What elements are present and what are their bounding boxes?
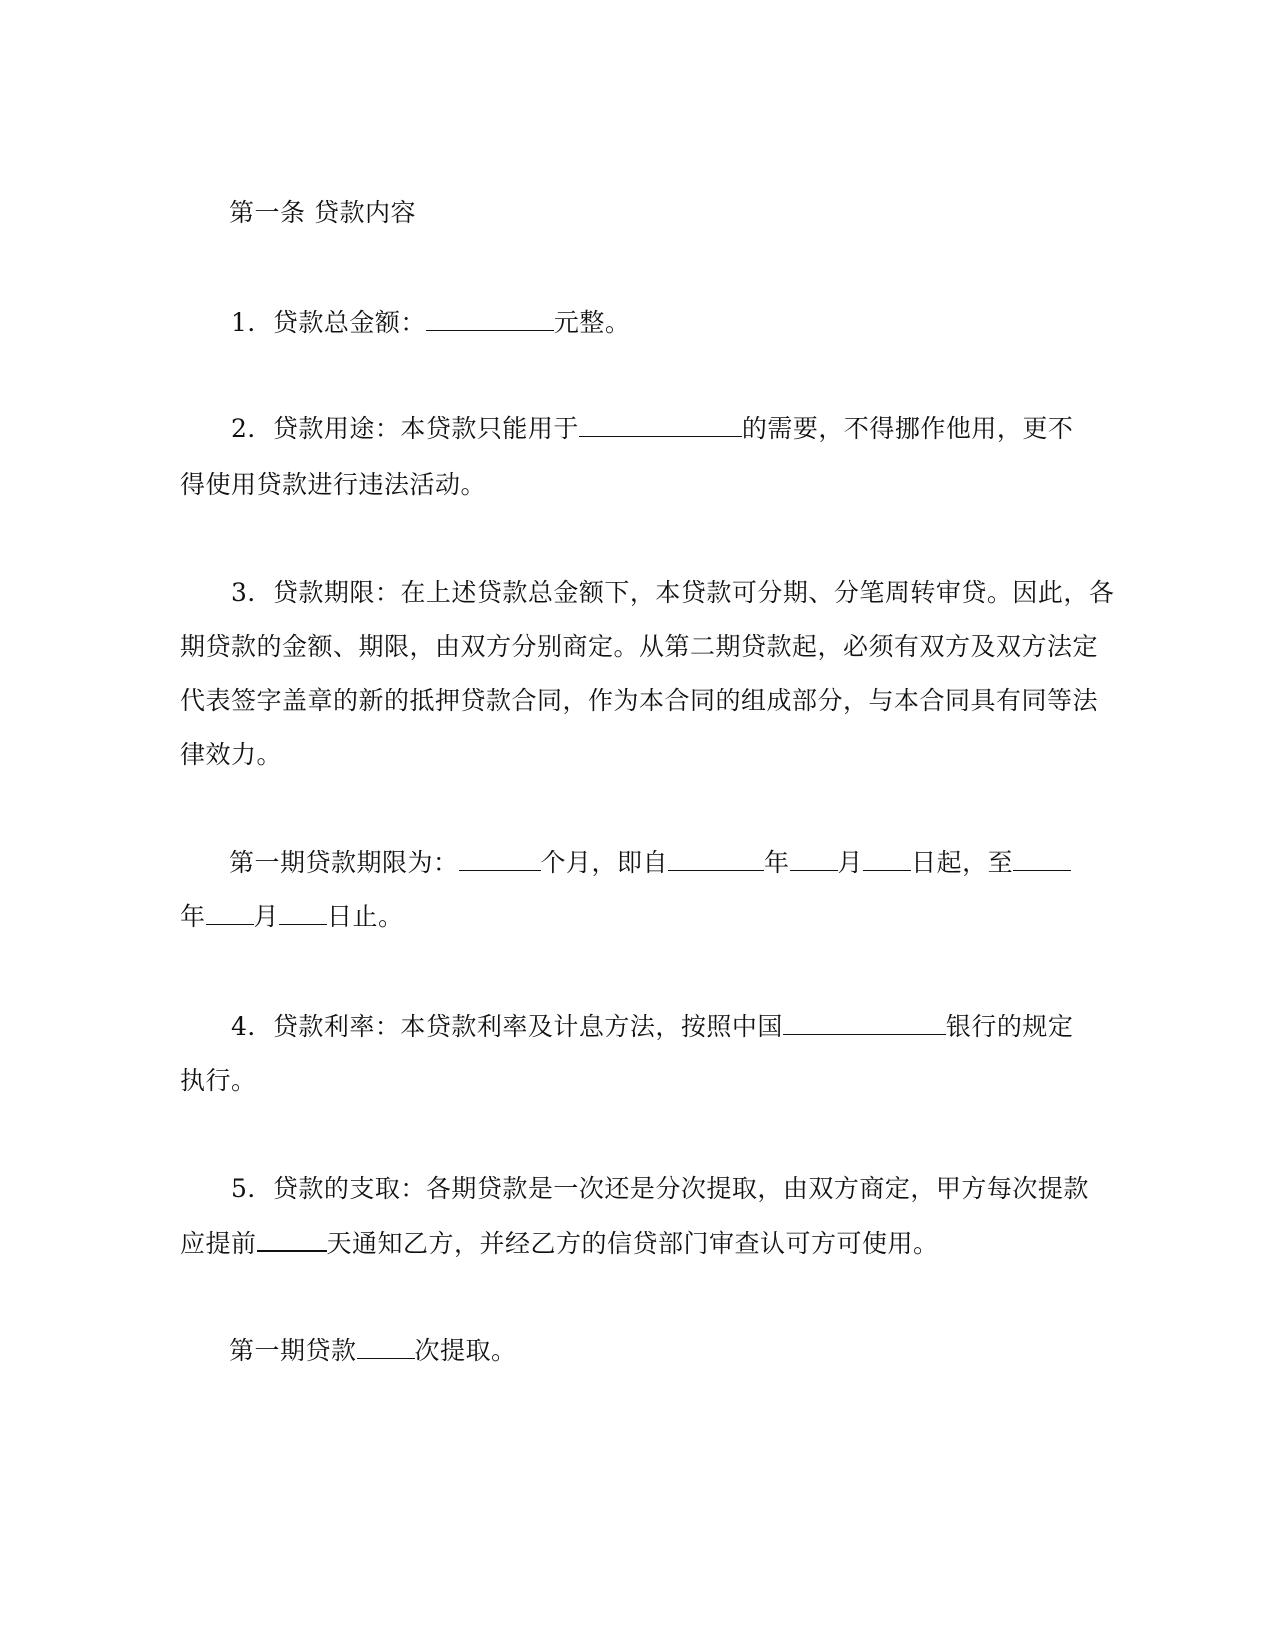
item-4-line-1 xyxy=(231,1012,1073,1042)
withdraw-1 xyxy=(229,1336,517,1366)
withdraw-1-label: 第一期贷款 xyxy=(229,1336,357,1365)
item-5-line-2-suffix: 天通知乙方，并经乙方的信贷部门审查认可方可使用。 xyxy=(326,1229,939,1258)
months-blank xyxy=(459,848,541,871)
end-day-blank xyxy=(279,902,327,925)
item-2-line-1 xyxy=(231,414,1073,444)
item-4-line-2 xyxy=(180,1066,257,1096)
item-3-line-1-text: 3．贷款期限：在上述贷款总金额下，本贷款可分期、分笔周转审贷。因此，各 xyxy=(231,578,1115,607)
notice-days-blank xyxy=(257,1228,327,1252)
item-5-line-2-prefix: 应提前 xyxy=(180,1229,257,1258)
item-2-line-2-text: 得使用贷款进行违法活动。 xyxy=(180,470,487,499)
item-3-line-2-text: 期贷款的金额、期限，由双方分别商定。从第二期贷款起，必须有双方及双方法定 xyxy=(180,632,1099,661)
item-3-line-1 xyxy=(231,578,1114,608)
end-month-label: 月 xyxy=(253,902,280,931)
item-5-line-1-text: 5．贷款的支取：各期贷款是一次还是分次提取，由双方商定，甲方每次提款 xyxy=(231,1174,1089,1203)
item-3-line-3-text: 代表签字盖章的新的抵押贷款合同，作为本合同的组成部分，与本合同具有同等法 xyxy=(180,686,1099,715)
withdraw-times-blank xyxy=(357,1336,415,1359)
withdraw-1-suffix: 次提取。 xyxy=(414,1336,517,1365)
end-month-blank xyxy=(206,902,254,925)
term-1-months-text: 个月，即自 xyxy=(540,848,669,877)
end-year-blank xyxy=(1013,848,1071,871)
item-3-line-3 xyxy=(180,686,1098,716)
article-heading xyxy=(229,198,416,228)
item-4-line-2-text: 执行。 xyxy=(180,1066,257,1095)
item-1-label: 1．贷款总金额： xyxy=(231,308,426,337)
item-1-loan-amount xyxy=(231,308,630,338)
term-1-line-1 xyxy=(229,848,1071,878)
item-3-line-2 xyxy=(180,632,1098,662)
item-5-line-1 xyxy=(231,1174,1089,1204)
amount-blank xyxy=(426,308,554,331)
item-4-label: 4．贷款利率：本贷款利率及计息方法，按照中国 xyxy=(231,1012,783,1041)
term-1-label: 第一期贷款期限为： xyxy=(229,848,459,877)
year-label: 年 xyxy=(764,848,790,877)
start-day-blank xyxy=(863,848,911,871)
item-2-line-2 xyxy=(180,470,486,500)
day-from-label: 日起，至 xyxy=(911,848,1014,877)
item-2-label: 2．贷款用途：本贷款只能用于 xyxy=(231,414,579,443)
item-4-line-1-suffix: 银行的规定 xyxy=(945,1012,1074,1041)
purpose-blank xyxy=(579,414,742,437)
item-3-line-4 xyxy=(180,740,282,770)
bank-name-blank xyxy=(783,1012,946,1035)
end-year-label: 年 xyxy=(180,902,206,931)
item-5-line-2 xyxy=(180,1228,939,1259)
end-day-label: 日止。 xyxy=(327,902,404,931)
term-1-line-2 xyxy=(180,902,404,932)
month-label: 月 xyxy=(837,848,864,877)
start-month-blank xyxy=(790,848,838,871)
article-heading-text: 第一条 贷款内容 xyxy=(229,198,416,227)
item-2-line-1-suffix: 的需要，不得挪作他用，更不 xyxy=(741,414,1074,443)
start-year-blank xyxy=(668,848,764,871)
item-1-suffix: 元整。 xyxy=(553,308,631,337)
item-3-line-4-text: 律效力。 xyxy=(180,740,283,769)
